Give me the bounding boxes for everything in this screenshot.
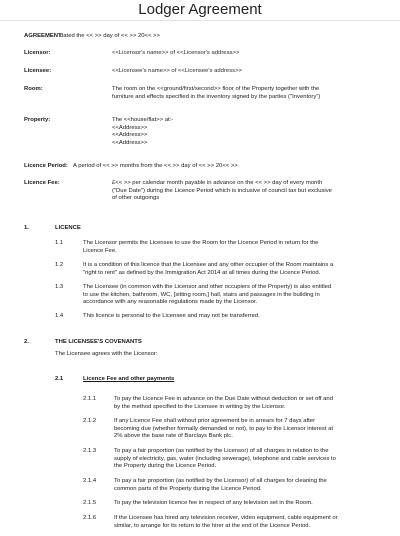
licence-fee-line-2: ("Due Date") during the Licence Period which is inclusive of council tax but exclusive [112,187,332,194]
section-2-number: 2. [24,339,29,345]
clause-number: 2.1.6 [83,515,97,521]
clause-number: 2.1.3 [83,448,97,454]
clause-number: 2.1.1 [83,396,97,402]
section-2-intro: The Licensee agrees with the Licensor: [55,351,158,357]
property-address-3: <<Address>> [112,139,148,146]
licence-fee-label: Licence Fee: [24,180,60,186]
property-address-1: <<Address>> [112,124,148,131]
clause-line: If any Licence Fee shall without prior agreement be in arrears for 7 days after [114,418,316,424]
licence-fee-line-3: of other outgoings [112,195,160,201]
clause-number: 2.1.5 [83,500,97,506]
clause-line: supply of electricity, gas, water (including sewerage), telephone and cable services to [114,455,336,462]
clause-line: to use the kitchen, bathroom, WC, [sitting room,] hall, stairs and passages in the building in [83,291,320,298]
room-line-1: The room on the <<ground/first/second>> floor of the Property together with the [112,86,320,92]
licence-fee-line-1: £<< >> per calendar month payable in advance on the << >> day of every month [112,180,323,186]
room-label: Room: [24,86,43,92]
licensor-label: Licensor: [24,50,51,56]
clause-number: 1.4 [55,313,64,319]
section-2-heading: THE LICENSEE'S COVENANTS [55,339,142,345]
window-title: Lodger Agreement [138,1,262,18]
clause-line: by the method specified to the Licensee in writing by the Licensor. [114,403,286,410]
property-address-2: <<Address>> [112,132,148,138]
licensee-label: Licensee: [24,68,52,74]
clause-number: 1.2 [55,262,64,268]
subsection-number: 2.1 [55,376,64,382]
section-1-number: 1. [24,225,29,231]
clause-line: To pay the television licence fee in respect of any television set in the Room. [114,500,313,506]
clause-number: 2.1.2 [83,418,97,424]
property-line-1: The <<house/flat>> at:- [112,117,174,123]
agreement-date: dated the << >> day of << >> 20<< >> [60,33,160,39]
property-label: Property: [24,117,51,123]
licence-period-value: A period of << >> months from the << >> day of << >> 20<< >> [73,163,238,169]
clause-line: Licence Fee. [83,247,117,254]
room-line-2: furniture and effects specified in the inventory signed by the parties ("Inventory") [112,93,321,100]
clause-number: 1.3 [55,284,64,290]
clause-line: To pay a fair proportion (as notified by the Licensor) of all charges for cleaning the [114,478,327,484]
clause-line: If the Licensee has hired any television receiver, video equipment, cable equipment or [114,515,338,521]
clause-number: 2.1.4 [83,478,97,484]
clause-line: To pay the Licence Fee in advance on the Due Date without deduction or set off and [114,396,333,402]
clause-line: The Licensee (in common with the Licensor and other occupiers of the Property) is also entitled [83,284,332,290]
clause-line: "right to rent" as defined by the Immigration Act 2014 at all times during the Licence Period. [83,269,321,276]
clause-line: similar, to arrange for its return to the hirer at the end of the Licence Period. [114,522,311,529]
licence-period-label: Licence Period: [24,163,68,169]
clause-line: the Property during the Licence Period. [114,463,217,469]
clause-line: To pay a fair proportion (as notified by the Licensor) of all charges in relation to the [114,448,329,454]
agreement-label: AGREEMENT [24,33,62,39]
clause-line: becoming due (whether formally demanded or not), to pay to the Licensor interest at [114,425,334,432]
clause-line: accordance with any reasonable regulations made by the Licensor. [83,299,258,305]
subsection-heading: Licence Fee and other payments [83,376,175,382]
clause-line: It is a condition of this licence that the Licensee and any other occupier of the Room maintains a [83,262,334,268]
document-page [0,20,400,536]
clause-number: 1.1 [55,240,64,246]
licensor-value: <<Licensor's name>> of <<Licensor's address>> [112,50,240,56]
licensee-value: <<Licensee's name>> of <<Licensee's address>> [112,68,242,74]
section-1-heading: LICENCE [55,225,81,231]
clause-line: common parts of the Property during the Licence Period. [114,485,262,492]
clause-line: The Licensor permits the Licensee to use the Room for the Licence Period in return for the [83,240,319,246]
clause-line: 2% above the base rate of Barclays Bank plc. [114,433,233,439]
clause-line: This licence is personal to the Licensee and may not be transferred. [83,313,260,319]
